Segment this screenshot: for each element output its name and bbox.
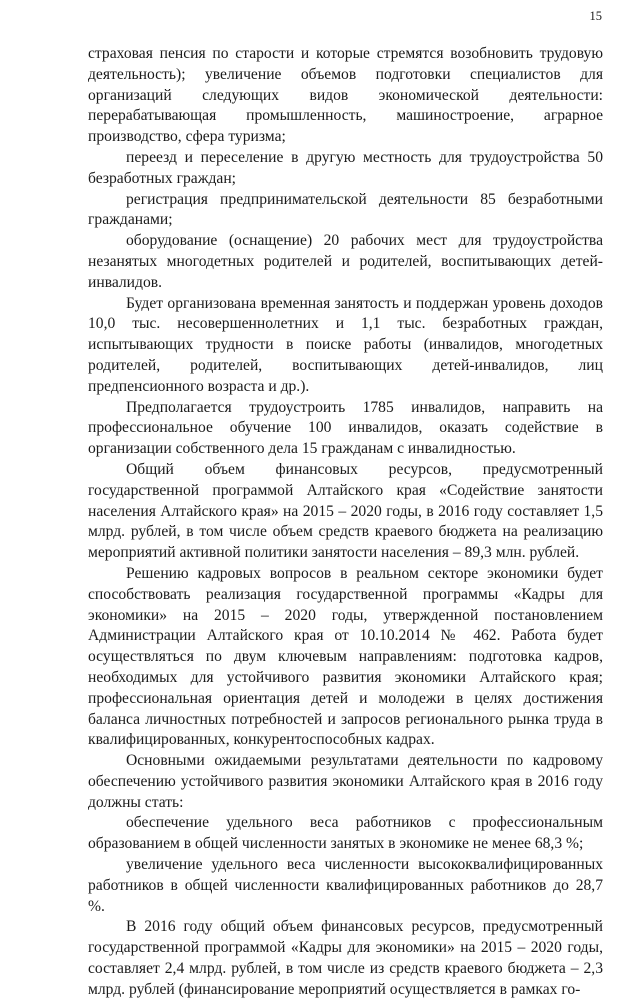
paragraph: Решению кадровых вопросов в реальном секторе экономики будет способствовать реализация государственной программы «Кадры для экономики» на 2015 – 2020 годы, утвержденной постановлением Администрации Алтайского края от 10.10.2014 № 462. Работа будет осуществляться по двум ключевым направлениям: подготовка кадров, необходимых для устойчивого развития экономики Алтайского края; профессиональная ориентация детей и молодежи в целях достижения баланса личностных потребностей и запросов регионального рынка труда в квалифицированных, конкурентоспособных кадрах.	[88, 564, 603, 749]
paragraph: В 2016 году общий объем финансовых ресурсов, предусмотренный государственной программой «Кадры для экономики» на 2015 – 2020 годы, составляет 2,4 млрд. рублей, в том числе из средств краевого бюджета – 2,3 млрд. рублей (финансирование мероприятий осуществляется в рамках го-	[88, 918, 603, 998]
paragraph: Предполагается трудоустроить 1785 инвалидов, направить на профессиональное обучение 100 инвалидов, оказать содействие в организации собственного дела 15 гражданам с инвалидностью.	[88, 398, 603, 458]
paragraph: увеличение удельного веса численности высококвалифицированных работников в общей численности квалифицированных работников до 28,7 %.	[88, 856, 603, 915]
paragraph: регистрация предпринимательской деятельности 85 безработными гражданами;	[88, 190, 603, 229]
paragraph: страховая пенсия по старости и которые стремятся возобновить трудовую деятельность); увеличение объемов подготовки специалистов для организаций следующих видов экономической деятельности: перерабатывающая промышленность, машиностроение, аграрное производство, сфера туризма;	[88, 45, 603, 146]
document-body	[88, 44, 603, 1001]
paragraph: обеспечение удельного веса работников с профессиональным образованием в общей численности занятых в экономике не менее 68,3 %;	[88, 814, 603, 853]
paragraph: Будет организована временная занятость и поддержан уровень доходов 10,0 тыс. несовершеннолетних и 1,1 тыс. безработных граждан, испытывающих трудности в поиске работы (инвалидов, многодетных родителей, родителей, воспитывающих детей-инвалидов, лиц предпенсионного возраста и др.).	[88, 294, 603, 395]
paragraph: Основными ожидаемыми результатами деятельности по кадровому обеспечению устойчивого развития экономики Алтайского края в 2016 году должны стать:	[88, 752, 603, 811]
paragraph: переезд и переселение в другую местность для трудоустройства 50 безработных граждан;	[88, 148, 603, 187]
paragraph: оборудование (оснащение) 20 рабочих мест для трудоустройства незанятых многодетных родителей и родителей, воспитывающих детей-инвалидов.	[88, 232, 603, 291]
page-number: 15	[589, 9, 602, 23]
paragraph: Общий объем финансовых ресурсов, предусмотренный государственной программой Алтайского края «Содействие занятости населения Алтайского края» на 2015 – 2020 годы, в 2016 году составляет 1,5 млрд. рублей, в том числе объем средств краевого бюджета на реализацию мероприятий активной политики занятости населения – 89,3 млн. рублей.	[88, 460, 603, 562]
